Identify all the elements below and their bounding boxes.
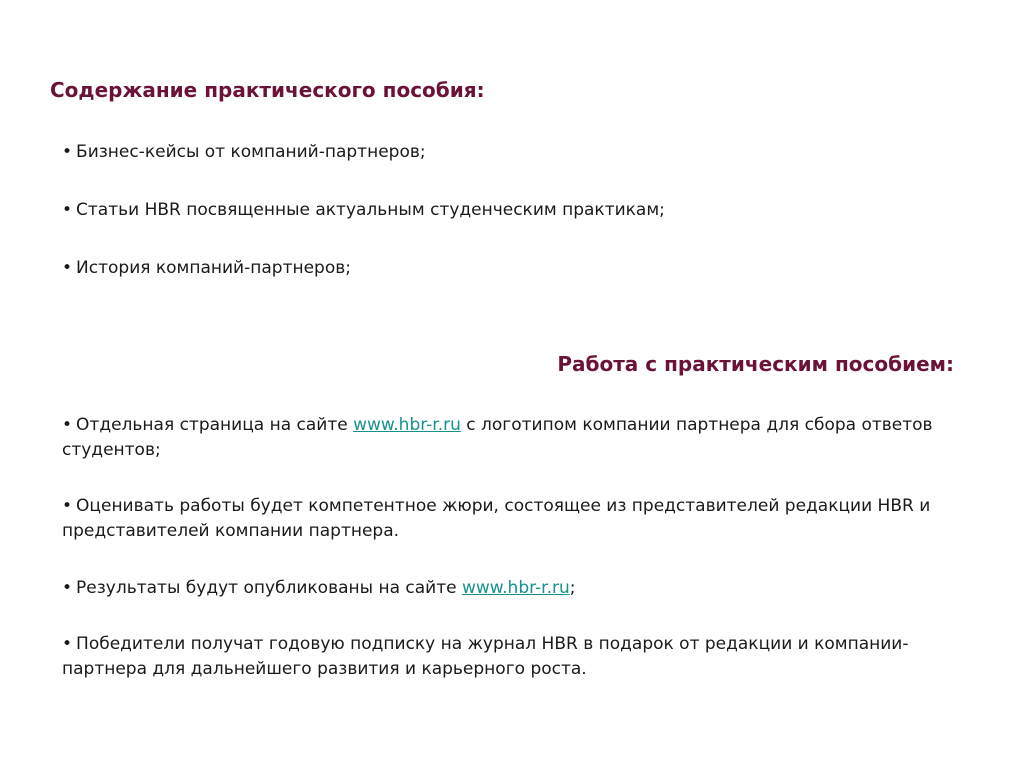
- list-item: [62, 494, 962, 544]
- list-item-text-after: с логотипом компании партнера для сбора ответов студентов;: [62, 415, 933, 460]
- bullet-icon: •: [62, 142, 73, 162]
- bullet-icon: •: [62, 634, 73, 654]
- site-link[interactable]: www.hbr-r.ru: [353, 415, 461, 435]
- bullet-icon: •: [62, 578, 73, 598]
- bullet-icon: •: [62, 200, 73, 220]
- bullet-icon: •: [62, 258, 73, 278]
- bullet-icon: •: [62, 496, 73, 516]
- site-link[interactable]: www.hbr-r.ru: [461, 578, 570, 598]
- list-item-text: Бизнес-кейсы от компаний-партнеров;: [76, 142, 426, 162]
- list-item-text-after: ;: [569, 578, 576, 598]
- list-item: [62, 632, 962, 682]
- list-item-text-before: Результаты будут опубликованы на сайте: [76, 578, 462, 598]
- list-item: [62, 256, 351, 281]
- list-item-text: Оценивать работы будет компетентное жюри, состоящее из представителей редакции HBR и представителей компании партнера.: [62, 496, 931, 541]
- list-item-text: История компаний-партнеров;: [76, 258, 351, 278]
- list-item: [62, 198, 665, 223]
- list-item-text-before: Отдельная страница на сайте: [76, 415, 354, 435]
- list-item: [62, 140, 426, 165]
- list-item: [62, 576, 962, 601]
- workflow-heading: Работа с практическим пособием:: [557, 352, 954, 376]
- list-item-text: Статьи HBR посвященные актуальным студенческим практикам;: [76, 200, 665, 220]
- bullet-icon: •: [62, 415, 73, 435]
- list-item: [62, 413, 962, 463]
- list-item-text: Победители получат годовую подписку на журнал HBR в подарок от редакции и компании-партнера для дальнейшего развития и карьерного роста.: [62, 634, 909, 679]
- contents-heading: Содержание практического пособия:: [50, 78, 485, 102]
